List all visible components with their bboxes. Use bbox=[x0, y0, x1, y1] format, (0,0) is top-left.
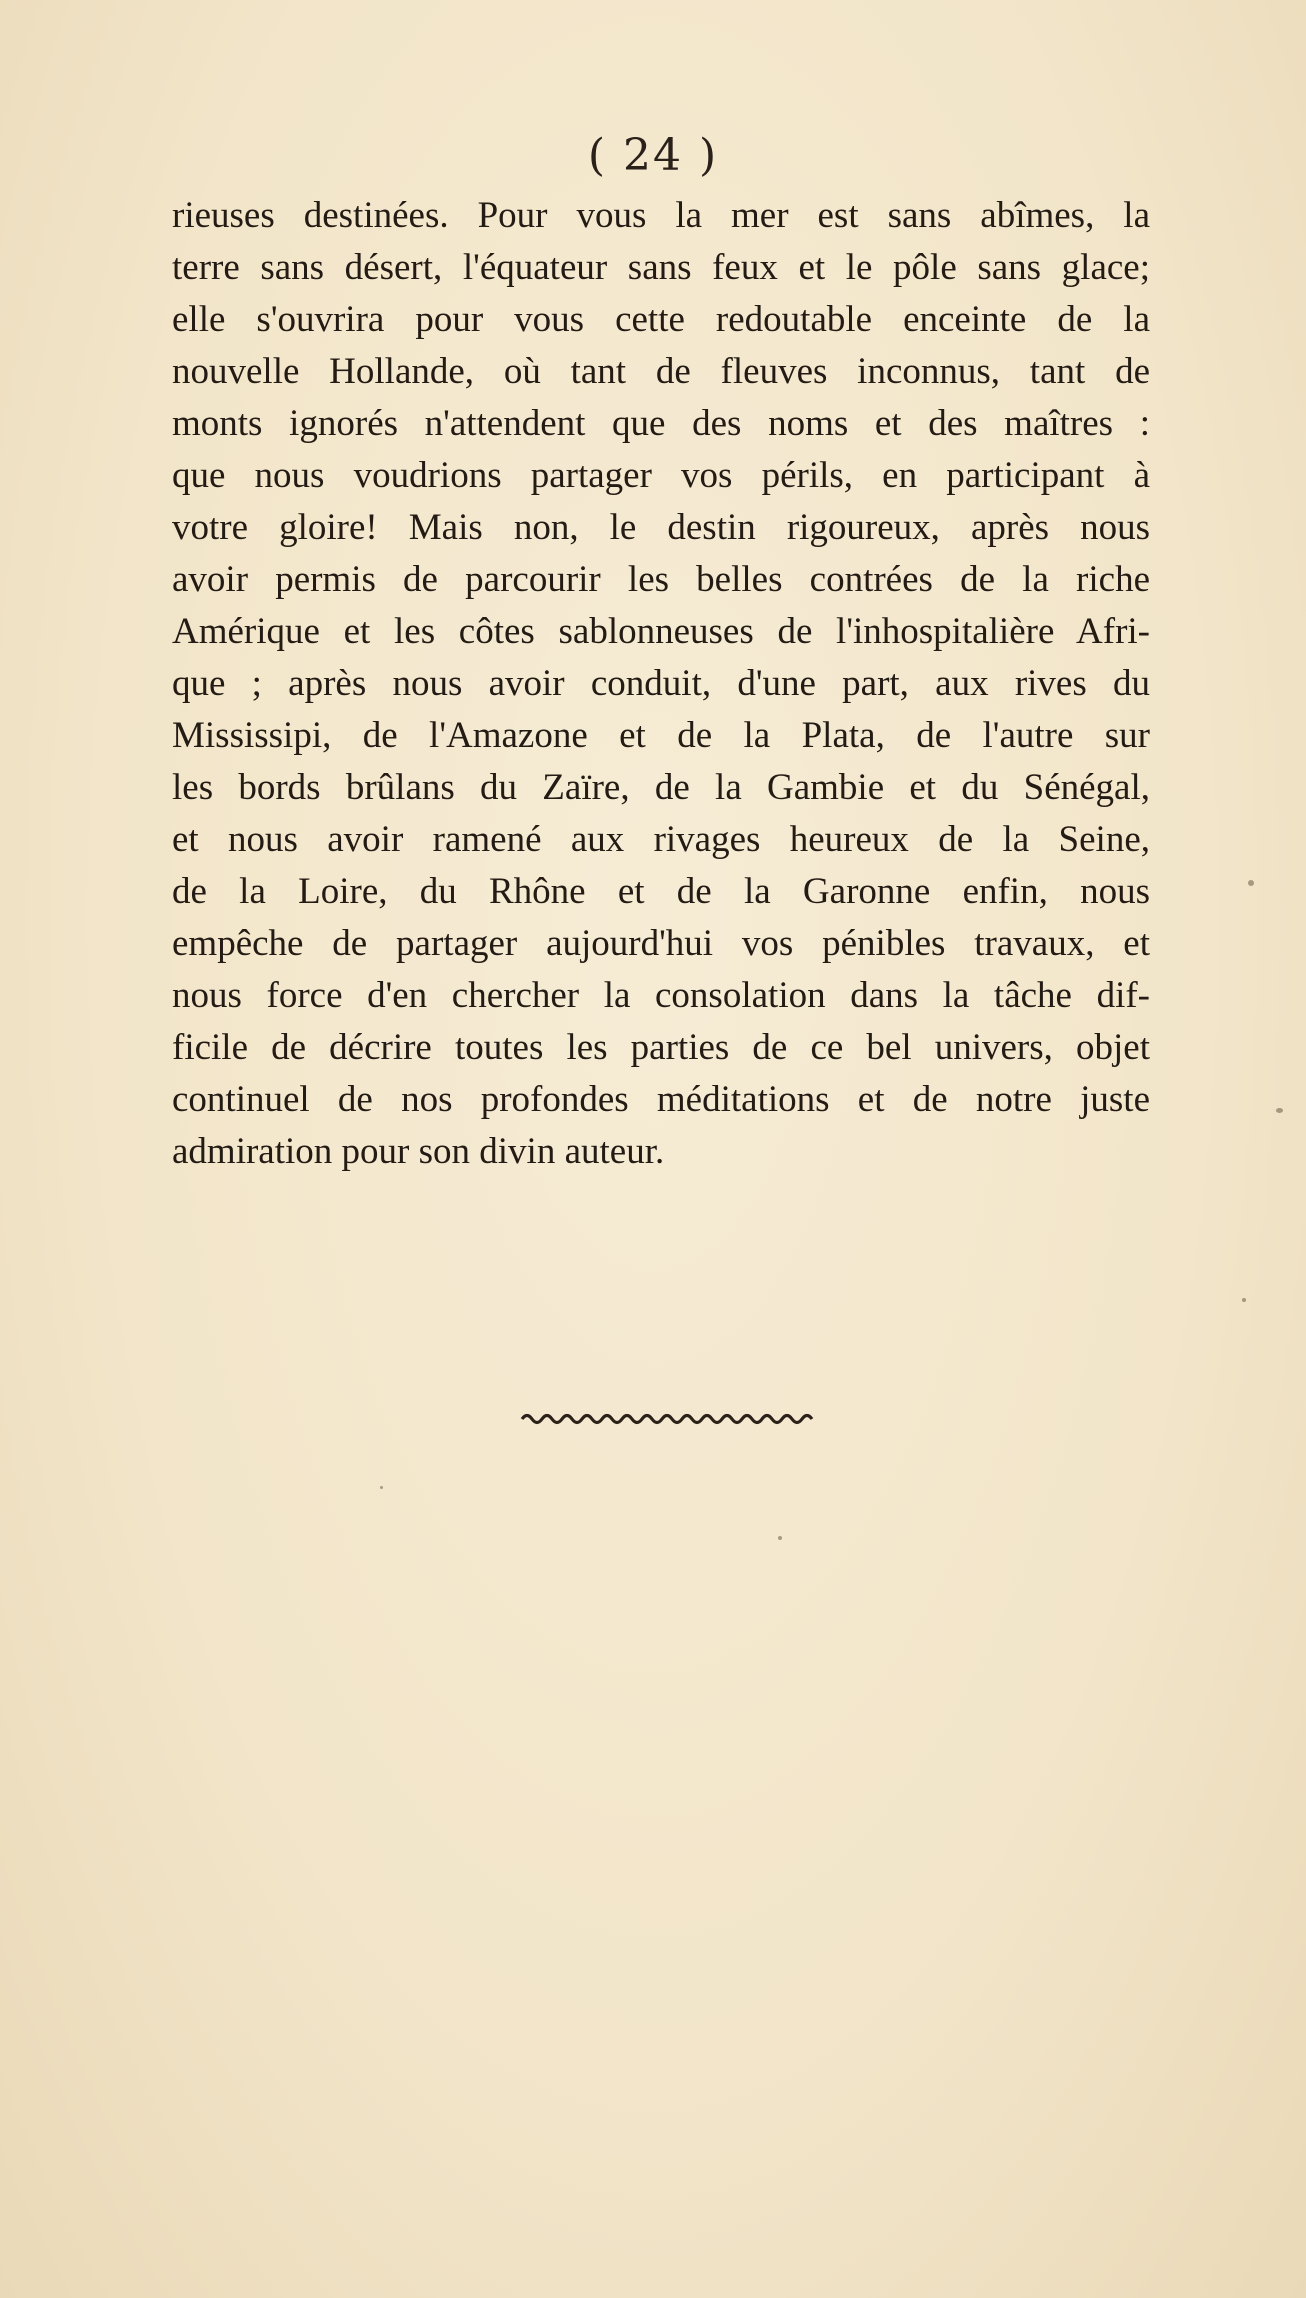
text-line: nous force d'en chercher la consolation dans la tâche dif- bbox=[172, 975, 1150, 1016]
text-line: continuel de nos profondes méditations et de notre juste bbox=[172, 1079, 1150, 1120]
text-line: que nous voudrions partager vos périls, en participant à bbox=[172, 455, 1150, 496]
body-paragraph bbox=[172, 190, 1150, 1178]
page-number: ( 24 ) bbox=[587, 130, 719, 181]
wavy-rule-ornament bbox=[520, 1412, 820, 1426]
text-line: Amérique et les côtes sablonneuses de l'inhospitalière Afri- bbox=[172, 611, 1150, 652]
text-line: les bords brûlans du Zaïre, de la Gambie et du Sénégal, bbox=[172, 767, 1150, 808]
text-line: de la Loire, du Rhône et de la Garonne enfin, nous bbox=[172, 871, 1150, 912]
paper-speck bbox=[1248, 880, 1254, 886]
text-line: votre gloire! Mais non, le destin rigoureux, après nous bbox=[172, 507, 1150, 548]
text-line: que ; après nous avoir conduit, d'une part, aux rives du bbox=[172, 663, 1150, 704]
paper-speck bbox=[380, 1486, 383, 1489]
text-line: avoir permis de parcourir les belles contrées de la riche bbox=[172, 559, 1150, 600]
text-line: et nous avoir ramené aux rivages heureux de la Seine, bbox=[172, 819, 1150, 860]
text-line: nouvelle Hollande, où tant de fleuves inconnus, tant de bbox=[172, 351, 1150, 392]
wavy-rule-path bbox=[522, 1416, 812, 1423]
paper-speck bbox=[1276, 1108, 1283, 1113]
paper-speck bbox=[778, 1536, 782, 1540]
text-line: empêche de partager aujourd'hui vos pénibles travaux, et bbox=[172, 923, 1150, 964]
text-line: elle s'ouvrira pour vous cette redoutable enceinte de la bbox=[172, 299, 1150, 340]
text-line: monts ignorés n'attendent que des noms et des maîtres : bbox=[172, 403, 1150, 444]
text-line: terre sans désert, l'équateur sans feux et le pôle sans glace; bbox=[172, 247, 1150, 288]
text-line-last: admiration pour son divin auteur. bbox=[172, 1131, 665, 1172]
text-line: Mississipi, de l'Amazone et de la Plata, de l'autre sur bbox=[172, 715, 1150, 756]
text-line: rieuses destinées. Pour vous la mer est sans abîmes, la bbox=[172, 195, 1150, 236]
text-line: ficile de décrire toutes les parties de ce bel univers, objet bbox=[172, 1027, 1150, 1068]
paper-speck bbox=[1242, 1298, 1246, 1302]
